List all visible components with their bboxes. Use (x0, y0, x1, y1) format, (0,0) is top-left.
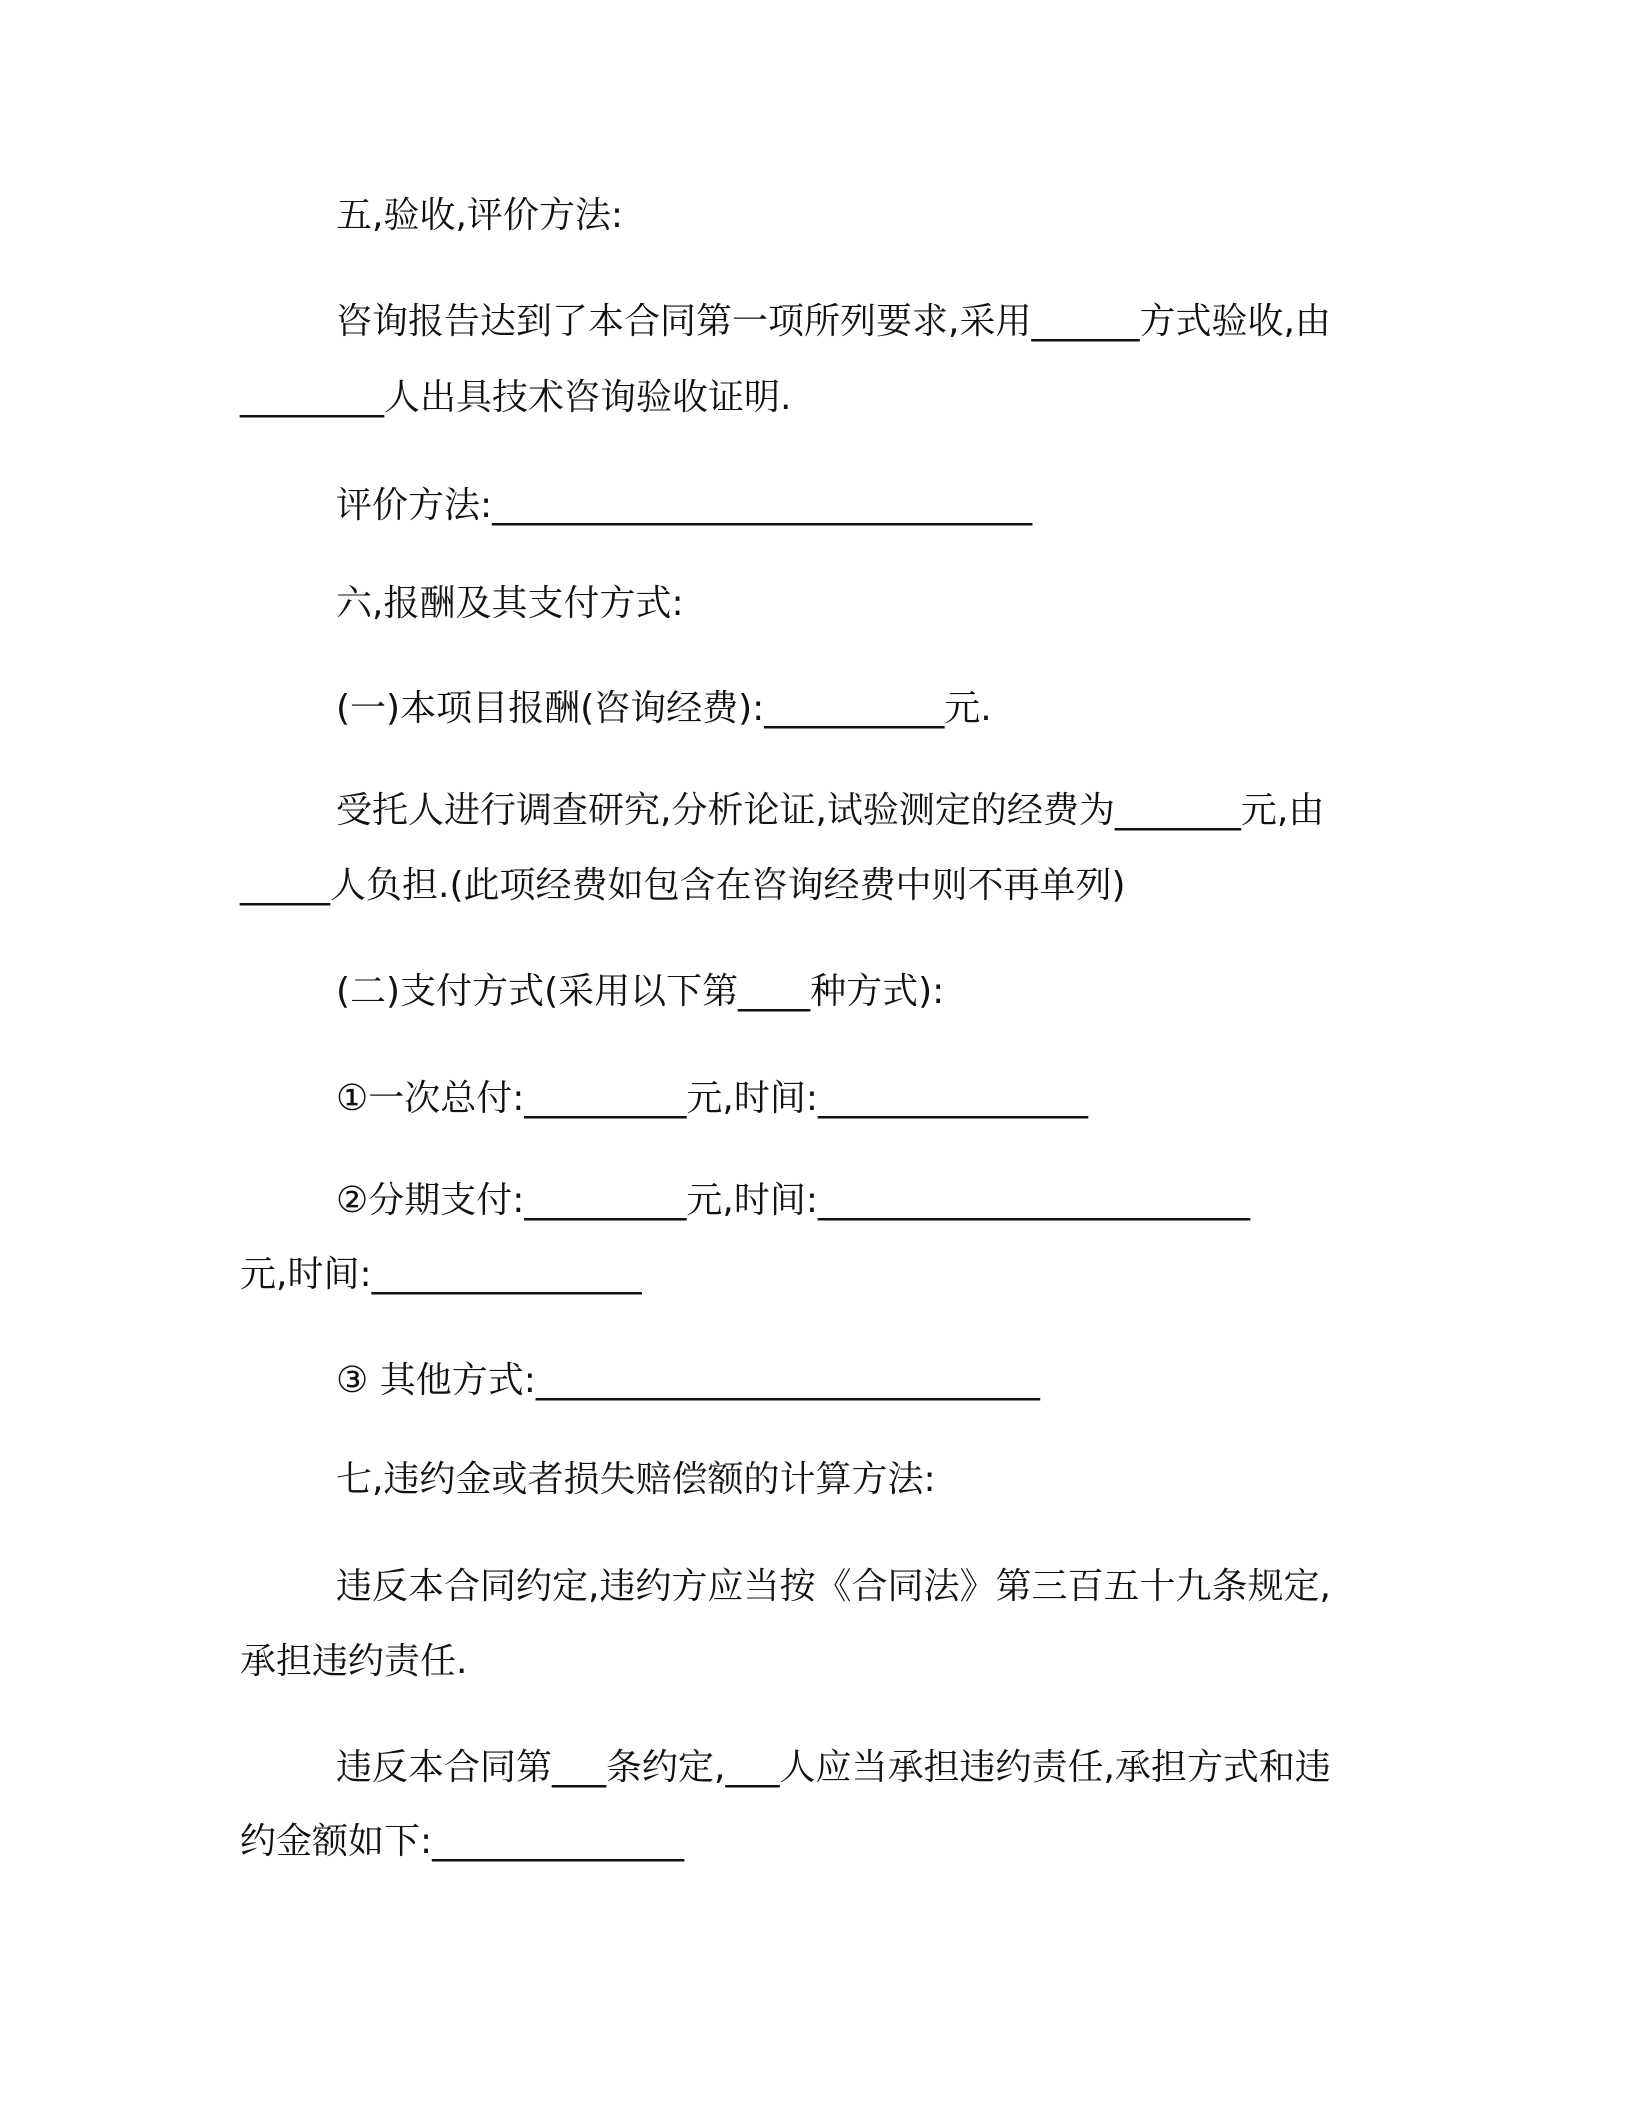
paragraph-line: (一)本项目报酬(咨询经费):__________元. (336, 688, 992, 729)
paragraph-line: 承担违约责任. (240, 1641, 468, 1682)
paragraph-line: (二)支付方式(采用以下第____种方式): (336, 971, 945, 1012)
section-heading-acceptance: 五,验收,评价方法: (336, 195, 624, 236)
paragraph-line: 违反本合同约定,违约方应当按《合同法》第三百五十九条规定, (336, 1566, 1331, 1607)
paragraph-line: 评价方法:______________________________ (336, 485, 1033, 526)
payment-option-line: ①一次总付:_________元,时间:_______________ (336, 1078, 1088, 1119)
section-heading-payment: 六,报酬及其支付方式: (336, 583, 684, 624)
paragraph-line: 违反本合同第___条约定,___人应当承担违约责任,承担方式和违 (336, 1747, 1331, 1788)
paragraph-line: ________人出具技术咨询验收证明. (240, 377, 792, 418)
paragraph-line: 约金额如下:______________ (240, 1821, 685, 1862)
paragraph-line: _____人负担.(此项经费如包含在咨询经费中则不再单列) (240, 865, 1126, 906)
section-heading-penalty: 七,违约金或者损失赔偿额的计算方法: (336, 1459, 936, 1500)
paragraph-line: 咨询报告达到了本合同第一项所列要求,采用______方式验收,由 (336, 301, 1331, 342)
payment-option-line: ②分期支付:_________元,时间:________________________ (336, 1180, 1250, 1221)
payment-option-line: 元,时间:_______________ (240, 1254, 642, 1295)
paragraph-line: 受托人进行调查研究,分析论证,试验测定的经费为_______元,由 (336, 790, 1325, 831)
payment-option-line: ③ 其他方式:____________________________ (336, 1360, 1040, 1401)
